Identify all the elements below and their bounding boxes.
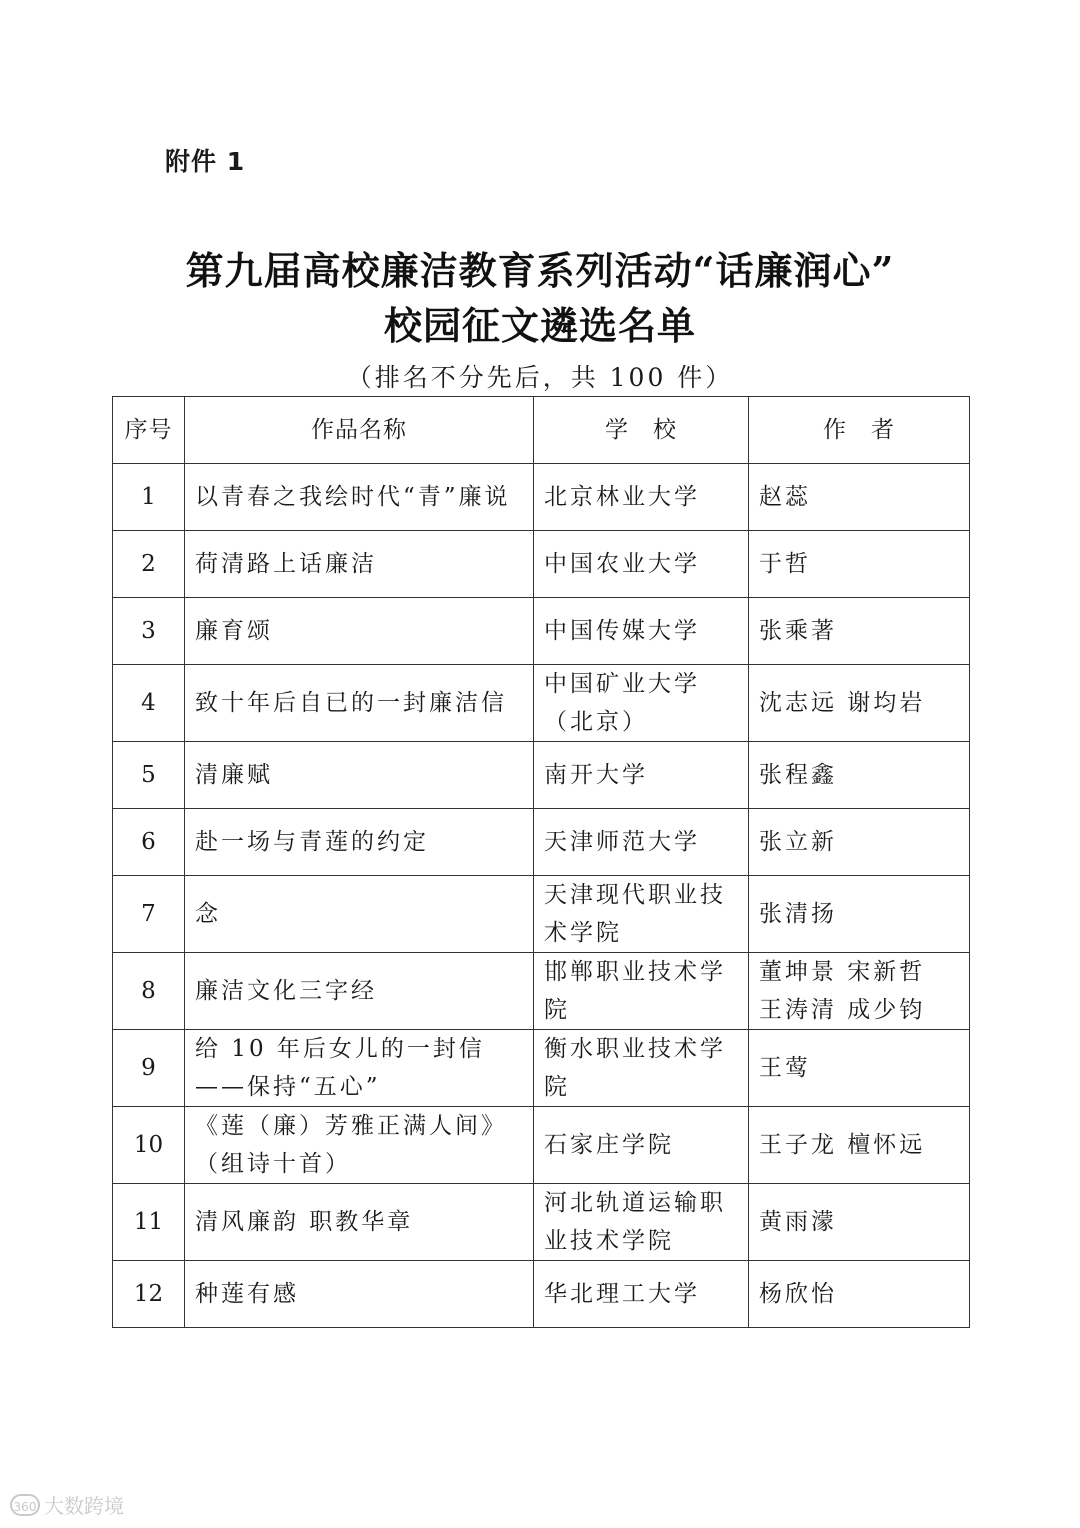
row-title: 廉洁文化三字经 — [185, 953, 534, 1030]
row-no: 8 — [113, 953, 185, 1030]
row-no: 10 — [113, 1107, 185, 1184]
row-title: 廉育颂 — [185, 598, 534, 665]
row-school: 河北轨道运输职业技术学院 — [534, 1184, 749, 1261]
table-row — [113, 1107, 970, 1184]
row-school: 南开大学 — [534, 742, 749, 809]
row-title: 荷清路上话廉洁 — [185, 531, 534, 598]
row-no: 2 — [113, 531, 185, 598]
row-no: 6 — [113, 809, 185, 876]
row-author: 赵蕊 — [749, 464, 970, 531]
header-school: 学 校 — [534, 397, 749, 464]
row-title: 念 — [185, 876, 534, 953]
row-no: 12 — [113, 1261, 185, 1328]
header-no: 序号 — [113, 397, 185, 464]
row-school: 天津师范大学 — [534, 809, 749, 876]
document-title-line2: 校园征文遴选名单 — [383, 303, 696, 348]
header-author: 作 者 — [749, 397, 970, 464]
row-school: 中国农业大学 — [534, 531, 749, 598]
table-row — [113, 742, 970, 809]
row-title: 种莲有感 — [185, 1261, 534, 1328]
row-school: 华北理工大学 — [534, 1261, 749, 1328]
row-author: 于哲 — [749, 531, 970, 598]
table-row — [113, 876, 970, 953]
row-author: 张立新 — [749, 809, 970, 876]
row-author: 张乘著 — [749, 598, 970, 665]
row-school: 北京林业大学 — [534, 464, 749, 531]
watermark-logo-icon: 360 — [10, 1494, 40, 1516]
attachment-label: 附件 1 — [165, 147, 246, 176]
header-title: 作品名称 — [185, 397, 534, 464]
row-school: 邯郸职业技术学院 — [534, 953, 749, 1030]
row-no: 3 — [113, 598, 185, 665]
row-school: 衡水职业技术学院 — [534, 1030, 749, 1107]
row-school: 天津现代职业技术学院 — [534, 876, 749, 953]
row-no: 11 — [113, 1184, 185, 1261]
table-row — [113, 1261, 970, 1328]
table-row — [113, 1184, 970, 1261]
document-subtitle: （排名不分先后，共 100 件） — [346, 363, 734, 392]
row-author: 张清扬 — [749, 876, 970, 953]
row-title: 致十年后自已的一封廉洁信 — [185, 665, 534, 742]
row-author: 张程鑫 — [749, 742, 970, 809]
row-no: 5 — [113, 742, 185, 809]
selection-table — [112, 396, 970, 1328]
row-title: 清廉赋 — [185, 742, 534, 809]
table-row — [113, 1030, 970, 1107]
document-title-line1: 第九届高校廉洁教育系列活动“话廉润心” — [185, 248, 895, 293]
row-no: 9 — [113, 1030, 185, 1107]
row-no: 1 — [113, 464, 185, 531]
watermark — [10, 1490, 124, 1519]
row-title: 赴一场与青莲的约定 — [185, 809, 534, 876]
table-row — [113, 953, 970, 1030]
row-title: 清风廉韵 职教华章 — [185, 1184, 534, 1261]
row-author: 黄雨濛 — [749, 1184, 970, 1261]
row-school: 石家庄学院 — [534, 1107, 749, 1184]
row-title: 给 10 年后女儿的一封信——保持“五心” — [185, 1030, 534, 1107]
row-school: 中国传媒大学 — [534, 598, 749, 665]
table-row — [113, 464, 970, 531]
row-author: 杨欣怡 — [749, 1261, 970, 1328]
watermark-text: 大数跨境 — [44, 1494, 124, 1518]
row-author: 沈志远 谢均岩 — [749, 665, 970, 742]
row-no: 4 — [113, 665, 185, 742]
table-row — [113, 665, 970, 742]
row-school: 中国矿业大学（北京） — [534, 665, 749, 742]
table-row — [113, 809, 970, 876]
table-header-row — [113, 397, 970, 464]
row-author: 王莺 — [749, 1030, 970, 1107]
table-row — [113, 598, 970, 665]
row-title: 《莲（廉）芳雅正满人间》（组诗十首） — [185, 1107, 534, 1184]
row-no: 7 — [113, 876, 185, 953]
row-title: 以青春之我绘时代“青”廉说 — [185, 464, 534, 531]
row-author: 董坤景 宋新哲 王涛清 成少钧 — [749, 953, 970, 1030]
row-author: 王子龙 檀怀远 — [749, 1107, 970, 1184]
table-row — [113, 531, 970, 598]
